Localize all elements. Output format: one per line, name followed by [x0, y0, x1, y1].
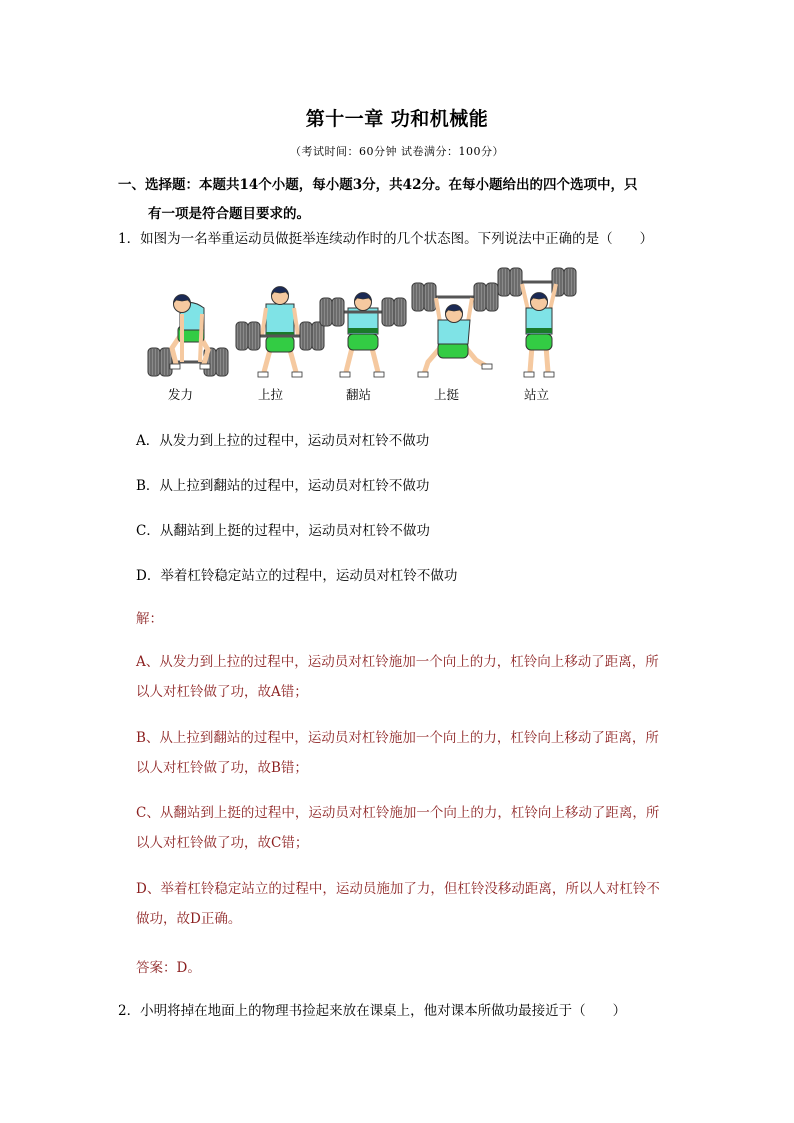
figure-label-1: 发力 [168, 387, 194, 402]
solution-d [136, 874, 681, 934]
option-b: B．从上拉到翻站的过程中，运动员对杠铃不做功 [136, 478, 430, 494]
question-2-stem: 2．小明将掉在地面上的物理书捡起来放在课桌上，他对课本所做功最接近于（ ） [118, 1003, 627, 1019]
figure-label-3: 翻站 [346, 387, 372, 402]
figure-label-5: 站立 [524, 387, 550, 402]
lifter-pose-1 [148, 295, 228, 377]
lifter-pose-3 [320, 293, 406, 378]
exam-info: （考试时间：60分钟 试卷满分：100分） [290, 145, 504, 158]
solution-a-line-2: 以人对杠铃做了功，故A错； [136, 684, 308, 700]
lifter-pose-5 [498, 268, 576, 377]
solution-d-line-2: 做功，故D正确。 [136, 911, 242, 927]
solution-c-line-2: 以人对杠铃做了功，故C错； [136, 835, 309, 851]
solution-a-line-1: A、从发力到上拉的过程中，运动员对杠铃施加一个向上的力，杠铃向上移动了距离，所 [136, 654, 659, 670]
figure-label-2: 上拉 [258, 387, 284, 402]
lifter-pose-4 [412, 283, 498, 377]
solution-b-line-1: B、从上拉到翻站的过程中，运动员对杠铃施加一个向上的力，杠铃向上移动了距离，所 [136, 730, 659, 746]
option-a: A．从发力到上拉的过程中，运动员对杠铃不做功 [136, 433, 430, 449]
answer: 答案：D。 [136, 960, 201, 976]
solution-d-line-1: D、举着杠铃稳定站立的过程中，运动员施加了力，但杠铃没移动距离，所以人对杠铃不 [136, 881, 660, 897]
question-1-stem: 1．如图为一名举重运动员做挺举连续动作时的几个状态图。下列说法中正确的是（ ） [118, 231, 654, 247]
solution-label: 解： [136, 611, 163, 627]
solution-a [136, 647, 681, 707]
section-heading-line-2: 有一项是符合题目要求的。 [148, 206, 310, 222]
option-c: C．从翻站到上挺的过程中，运动员对杠铃不做功 [136, 523, 430, 539]
lifter-pose-2 [236, 287, 324, 378]
option-d: D．举着杠铃稳定站立的过程中，运动员对杠铃不做功 [136, 568, 458, 584]
solution-b-line-2: 以人对杠铃做了功，故B错； [136, 760, 308, 776]
figure-label-4: 上挺 [434, 387, 460, 402]
solution-b [136, 723, 681, 783]
chapter-title: 第十一章 功和机械能 [305, 108, 489, 130]
section-heading-line-1: 一、选择题：本题共14个小题，每小题3分，共42分。在每小题给出的四个选项中，只 [118, 177, 638, 193]
solution-c [136, 798, 681, 858]
solution-c-line-1: C、从翻站到上挺的过程中，运动员对杠铃施加一个向上的力，杠铃向上移动了距离，所 [136, 805, 660, 821]
section-heading [118, 171, 678, 229]
